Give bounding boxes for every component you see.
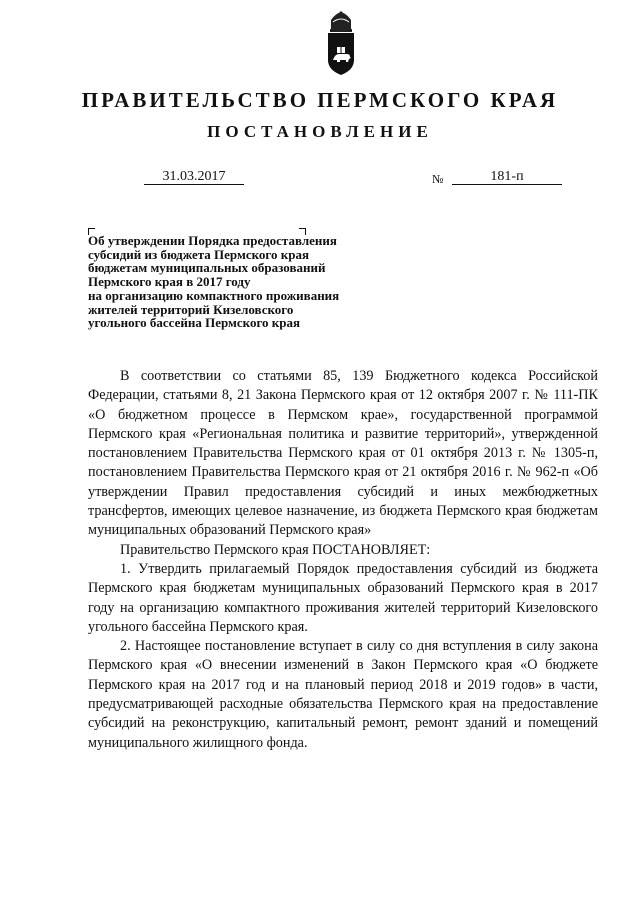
subject-line: угольного бассейна Пермского края [88, 315, 301, 331]
clause-2-paragraph: 2. Настоящее постановление вступает в силу со дня вступления в силу закона Пермского края «О внесении изменений в Закон Пермского края «О бюджете Пермского края на 2017 год и на плановый период 2018 и 2019 годов» в части, предусматривающей расходные обязательства Пермского края на предоставление субсидий на реконструкцию, капитальный ремонт, ремонт зданий и помещений муниципального жилищного фонда. [88, 638, 598, 751]
resolution-paragraph: Правительство Пермского края ПОСТАНОВЛЯЕТ: [120, 541, 431, 558]
government-title: ПРАВИТЕЛЬСТВО ПЕРМСКОГО КРАЯ [81, 88, 559, 112]
subject-line: жителей территорий Кизеловского [88, 301, 294, 317]
document-date: 31.03.2017 [144, 170, 244, 185]
document-number: 181-п [452, 170, 562, 185]
coat-of-arms-icon [325, 10, 357, 76]
preamble-paragraph: В соответствии со статьями 85, 139 Бюджетного кодекса Российской Федерации, статьями 8, 21 Закона Пермского края от 12 октября 2007 г. № 111-ПК «О бюджетном процессе в Пермском крае», государственной программой Пермского края «Региональная политика и развитие территорий», утвержденной постановлением Правительства Пермского края от 01 октября 2013 г. № 1305-п, постановлением Правительства Пермского края от 21 октября 2016 г. № 962-п «Об утверждении Правил предоставления субсидий и иных межбюджетных трансфертов, имеющих целевое назначение, из бюджета Пермского края бюджетам муниципальных образований Пермского края» [88, 368, 598, 539]
document-subject [88, 234, 408, 330]
subject-line: на организацию компактного проживания [88, 287, 340, 303]
subject-line: субсидий из бюджета Пермского края [88, 246, 309, 262]
subject-line: Об утверждении Порядка предоставления [88, 233, 337, 248]
clause-1-paragraph: 1. Утвердить прилагаемый Порядок предоставления субсидий из бюджета Пермского края бюджетам муниципальных образований Пермского края в 2017 году на организацию компактного проживания жителей территорий Кизеловского угольного бассейна Пермского края. [88, 560, 598, 635]
subject-line: Пермского края в 2017 году [88, 274, 251, 290]
document-type: ПОСТАНОВЛЕНИЕ [207, 122, 433, 141]
document-body [88, 367, 598, 753]
number-sign: № [432, 172, 444, 186]
subject-line: бюджетам муниципальных образований [88, 260, 326, 276]
